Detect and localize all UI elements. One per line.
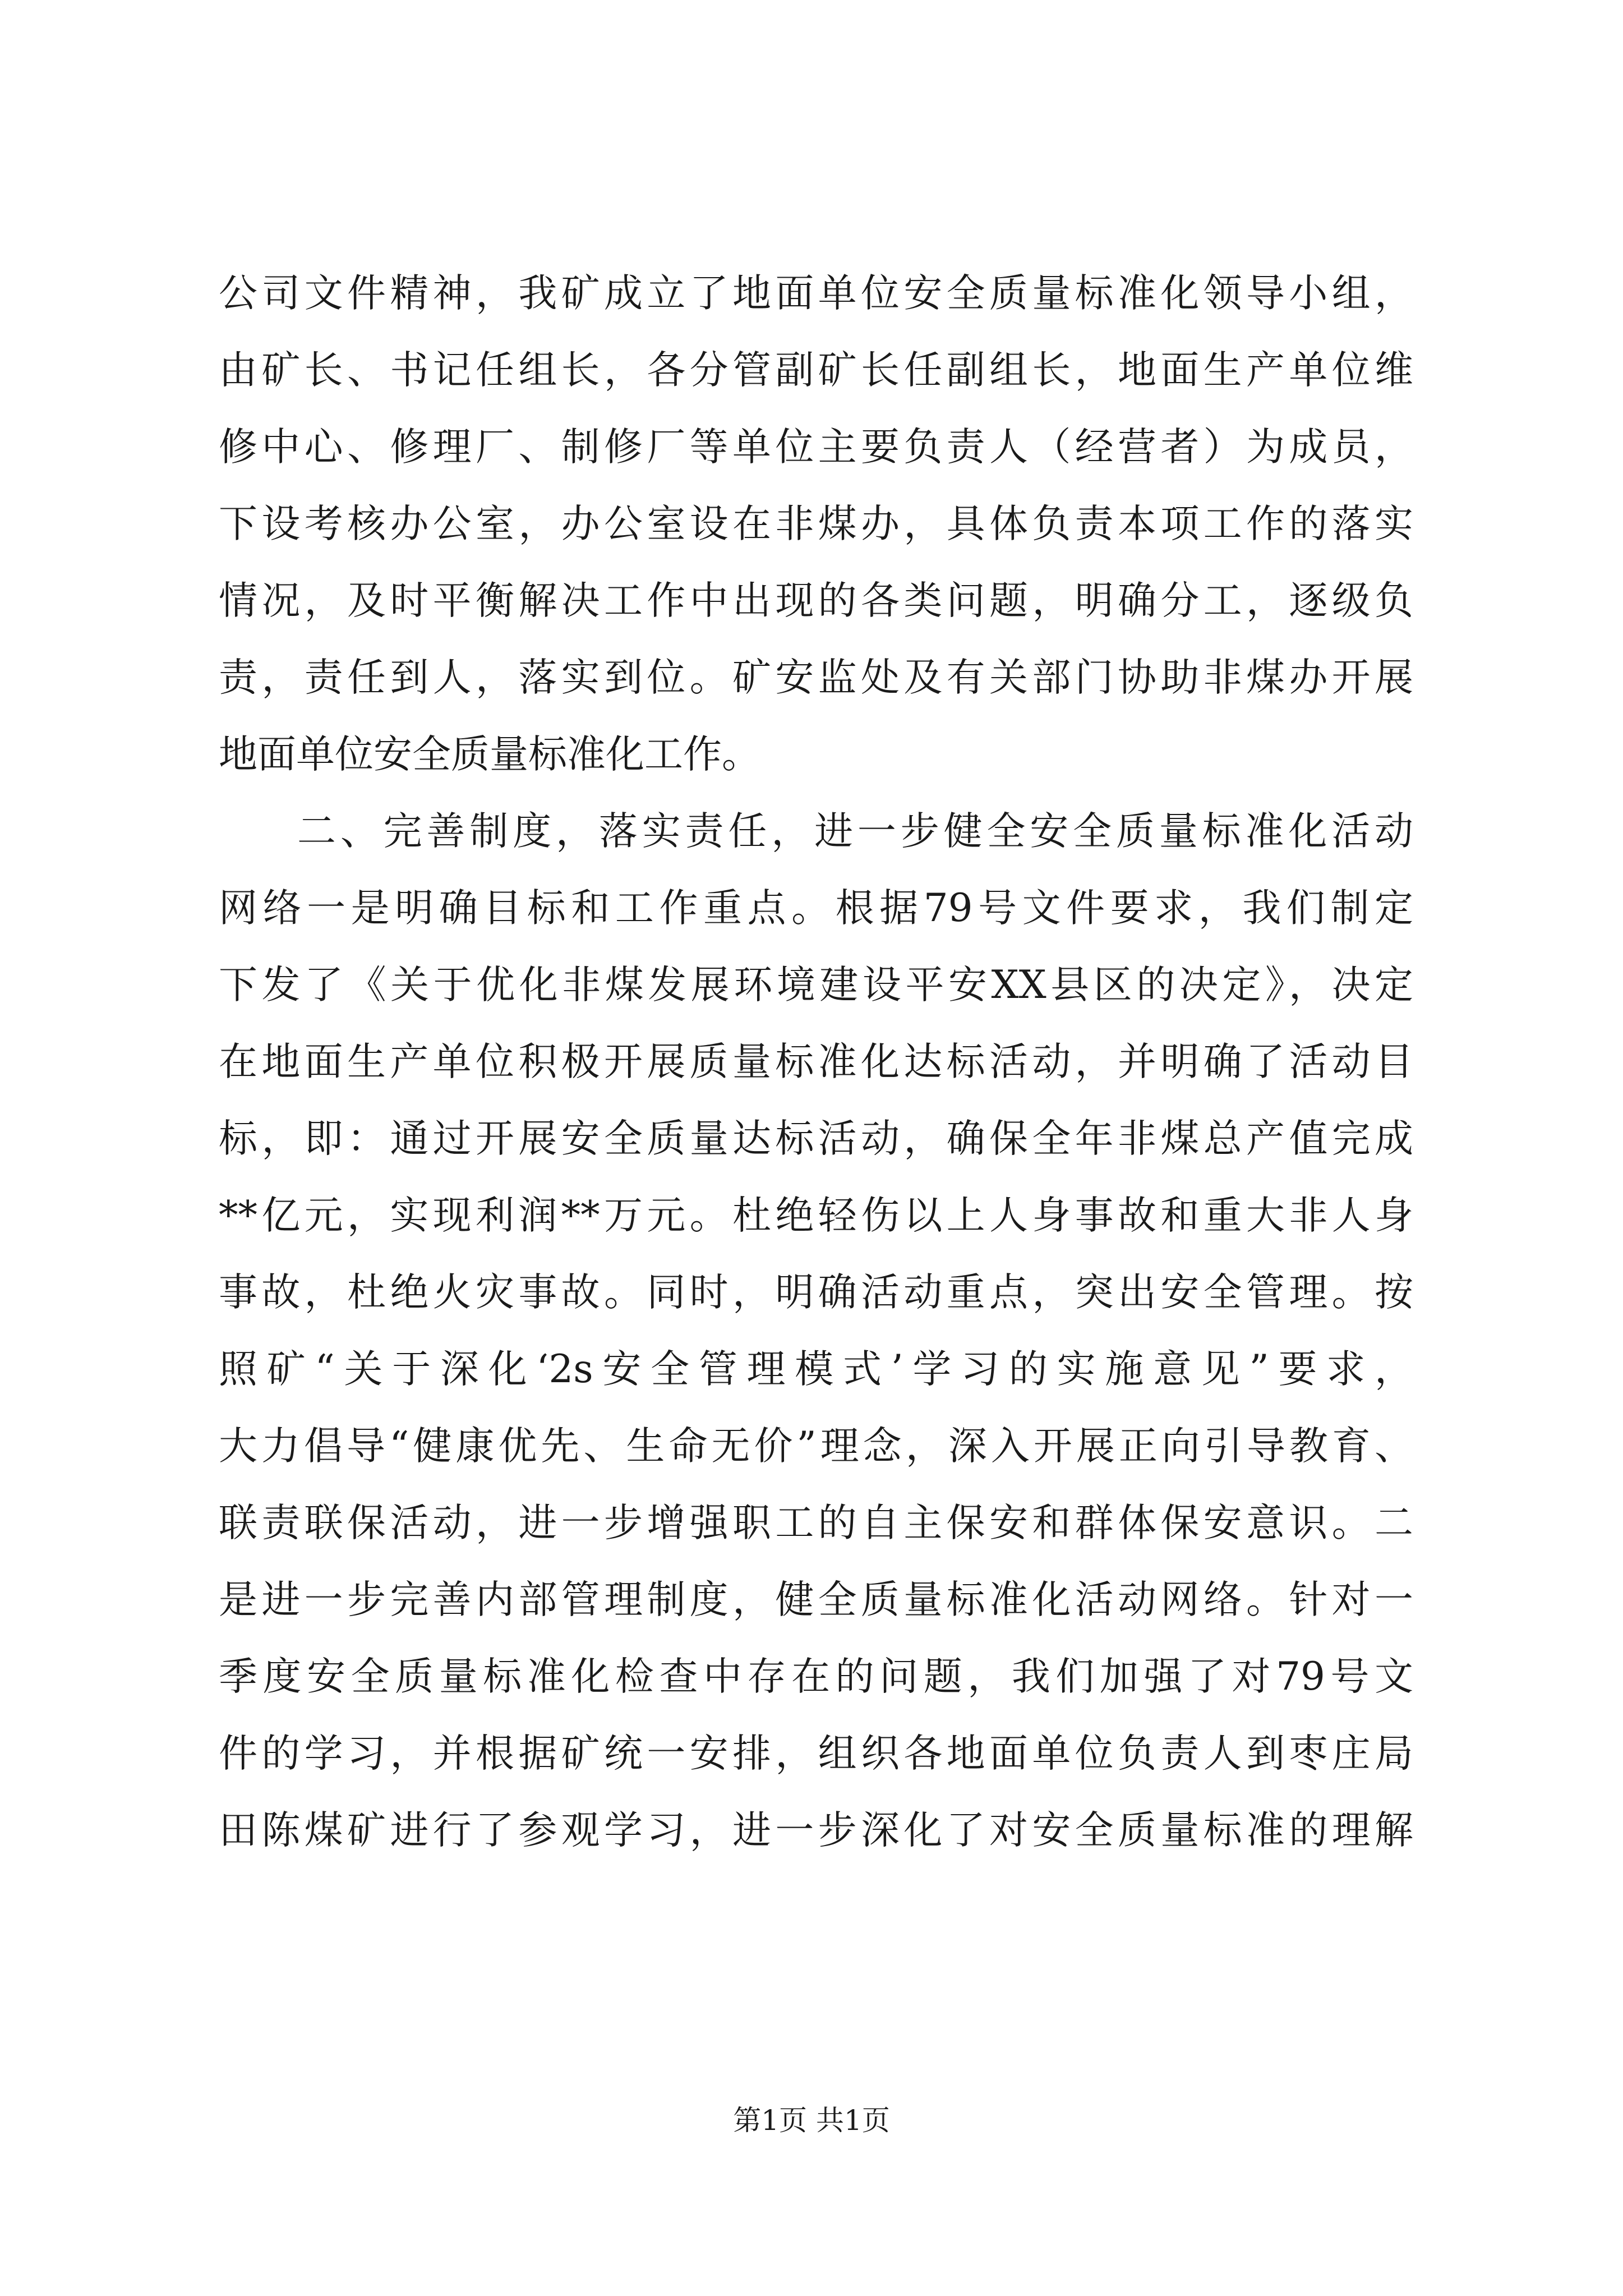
text-line: 下发了《关于优化非煤发展环境建设平安XX县区的决定》，决定: [219, 963, 1413, 1007]
document-body: [219, 255, 1413, 1869]
text-line: 地面单位安全质量标准化工作。: [219, 732, 760, 777]
text-line: 修中心、修理厂、制修厂等单位主要负责人（经营者）为成员，: [219, 425, 1413, 470]
section-heading-line: 二、完善制度，落实责任，进一步健全安全质量标准化活动: [297, 809, 1413, 854]
text-line: 公司文件精神，我矿成立了地面单位安全质量标准化领导小组，: [219, 271, 1413, 316]
text-line: 由矿长、书记任组长，各分管副矿长任副组长，地面生产单位维: [219, 348, 1413, 393]
text-line: 田陈煤矿进行了参观学习，进一步深化了对安全质量标准的理解: [219, 1808, 1413, 1853]
page-footer: [0, 2101, 1623, 2140]
text-line: 是进一步完善内部管理制度，健全质量标准化活动网络。针对一: [219, 1577, 1413, 1622]
text-line: 网络一是明确目标和工作重点。根据79号文件要求，我们制定: [219, 886, 1413, 931]
text-line: 大力倡导“健康优先、生命无价”理念，深入开展正向引导教育、: [219, 1424, 1413, 1469]
page-number: 第1页 共1页: [733, 2104, 890, 2137]
text-line: 下设考核办公室，办公室设在非煤办，具体负责本项工作的落实: [219, 501, 1413, 546]
text-line: **亿元，实现利润**万元。杜绝轻伤以上人身事故和重大非人身: [219, 1193, 1413, 1238]
text-line: 标，即：通过开展安全质量达标活动，确保全年非煤总产值完成: [219, 1116, 1413, 1161]
text-line: 在地面生产单位积极开展质量标准化达标活动，并明确了活动目: [219, 1039, 1413, 1084]
text-line: 情况，及时平衡解决工作中出现的各类问题，明确分工，逐级负: [219, 578, 1413, 623]
text-line: 事故，杜绝火灾事故。同时，明确活动重点，突出安全管理。按: [219, 1270, 1413, 1315]
text-line: 季度安全质量标准化检查中存在的问题，我们加强了对79号文: [219, 1654, 1413, 1699]
text-line: 照矿“关于深化‘2s安全管理模式’学习的实施意见”要求，: [219, 1347, 1413, 1392]
text-line: 件的学习，并根据矿统一安排，组织各地面单位负责人到枣庄局: [219, 1731, 1413, 1776]
text-line: 责，责任到人，落实到位。矿安监处及有关部门协助非煤办开展: [219, 655, 1413, 700]
text-line: 联责联保活动，进一步增强职工的自主保安和群体保安意识。二: [219, 1501, 1413, 1545]
